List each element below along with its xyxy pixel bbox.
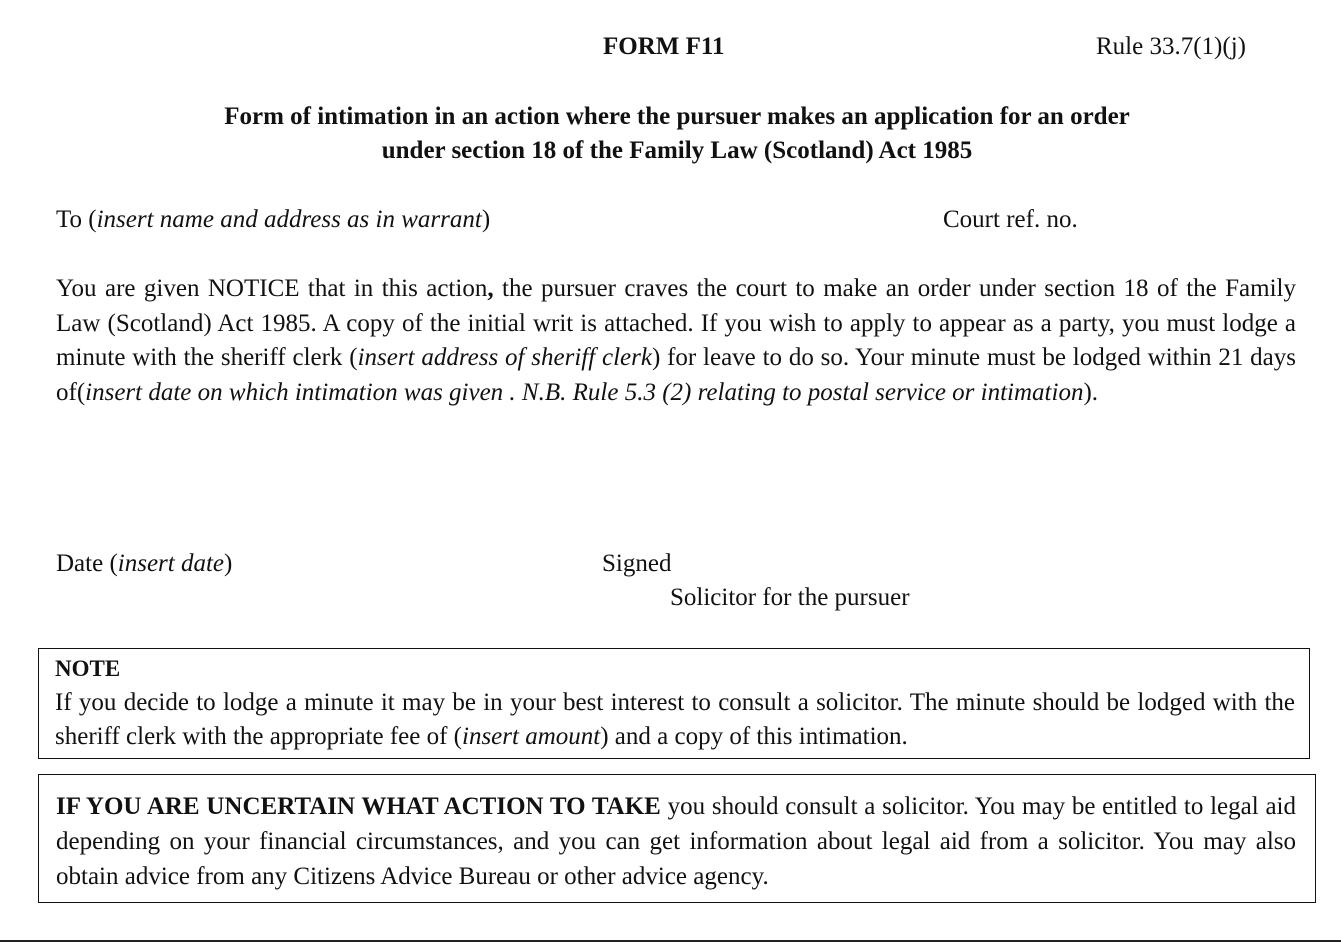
solicitor-caption: Solicitor for the pursuer — [670, 584, 910, 611]
note-box — [38, 648, 1310, 759]
form-number: FORM F11 — [603, 33, 725, 60]
notice-paragraph — [56, 272, 1296, 410]
signed-label: Signed — [602, 550, 672, 577]
court-reference-label: Court ref. no. — [943, 206, 1078, 233]
note-text-1: If you decide to lodge a minute it may be in your best interest to consult a solicitor. The minute should be lodged with the sheriff clerk with the appropriate fee of ( — [55, 689, 1295, 750]
date-close: ) — [224, 550, 233, 577]
legal-advice-box — [38, 774, 1316, 903]
note-text-2: ) and a copy of this intimation. — [600, 723, 908, 750]
bottom-divider — [0, 940, 1341, 942]
form-title-line-2: under section 18 of the Family Law (Scotland) Act 1985 — [381, 137, 973, 164]
notice-text-4: ). — [1083, 378, 1099, 406]
to-close: ) — [481, 206, 491, 233]
notice-text-1: You are given NOTICE that in this action — [56, 275, 488, 302]
addressee-line — [56, 203, 490, 237]
advice-body: you should consult a solicitor. You may be entitled to legal aid depending on your financial circumstances, and you can get information about legal aid from a solicitor. You may also obtain advice from any Citizens Advice Bureau or other advice agency. — [56, 793, 1296, 890]
notice-text-2: the pursuer craves the court to make an order under section 18 of the Family Law (Scotland) Act 1985. A copy of the initial writ is attached. If you wish to apply to appear as a party, you must lodge a minute with the sheriff clerk ( — [56, 275, 1296, 371]
date-instruction: insert date — [117, 550, 225, 577]
date-line — [56, 547, 232, 581]
advice-lead: IF YOU ARE UNCERTAIN WHAT ACTION TO TAKE — [56, 793, 661, 820]
to-instruction: insert name and address as in warrant — [96, 206, 482, 233]
notice-text-3: ) for leave to do so. Your minute must be lodged within 21 days of( — [56, 344, 1296, 406]
to-label: To ( — [56, 206, 97, 233]
sheriff-clerk-address-instruction: insert address of sheriff clerk — [357, 344, 652, 371]
notice-comma: , — [487, 275, 494, 302]
rule-reference: Rule 33.7(1)(j) — [1096, 33, 1246, 60]
note-text — [55, 686, 1295, 754]
intimation-date-instruction: insert date on which intimation was given . N.B. Rule 5.3 (2) relating to postal service or intimation — [85, 378, 1084, 406]
fee-amount-instruction: insert amount — [462, 723, 601, 750]
form-title-line-1: Form of intimation in an action where the pursuer makes an application for an order — [224, 103, 1130, 130]
note-heading: NOTE — [55, 656, 121, 681]
date-label: Date ( — [56, 550, 118, 577]
form-title — [0, 100, 1341, 168]
advice-text — [56, 789, 1296, 894]
